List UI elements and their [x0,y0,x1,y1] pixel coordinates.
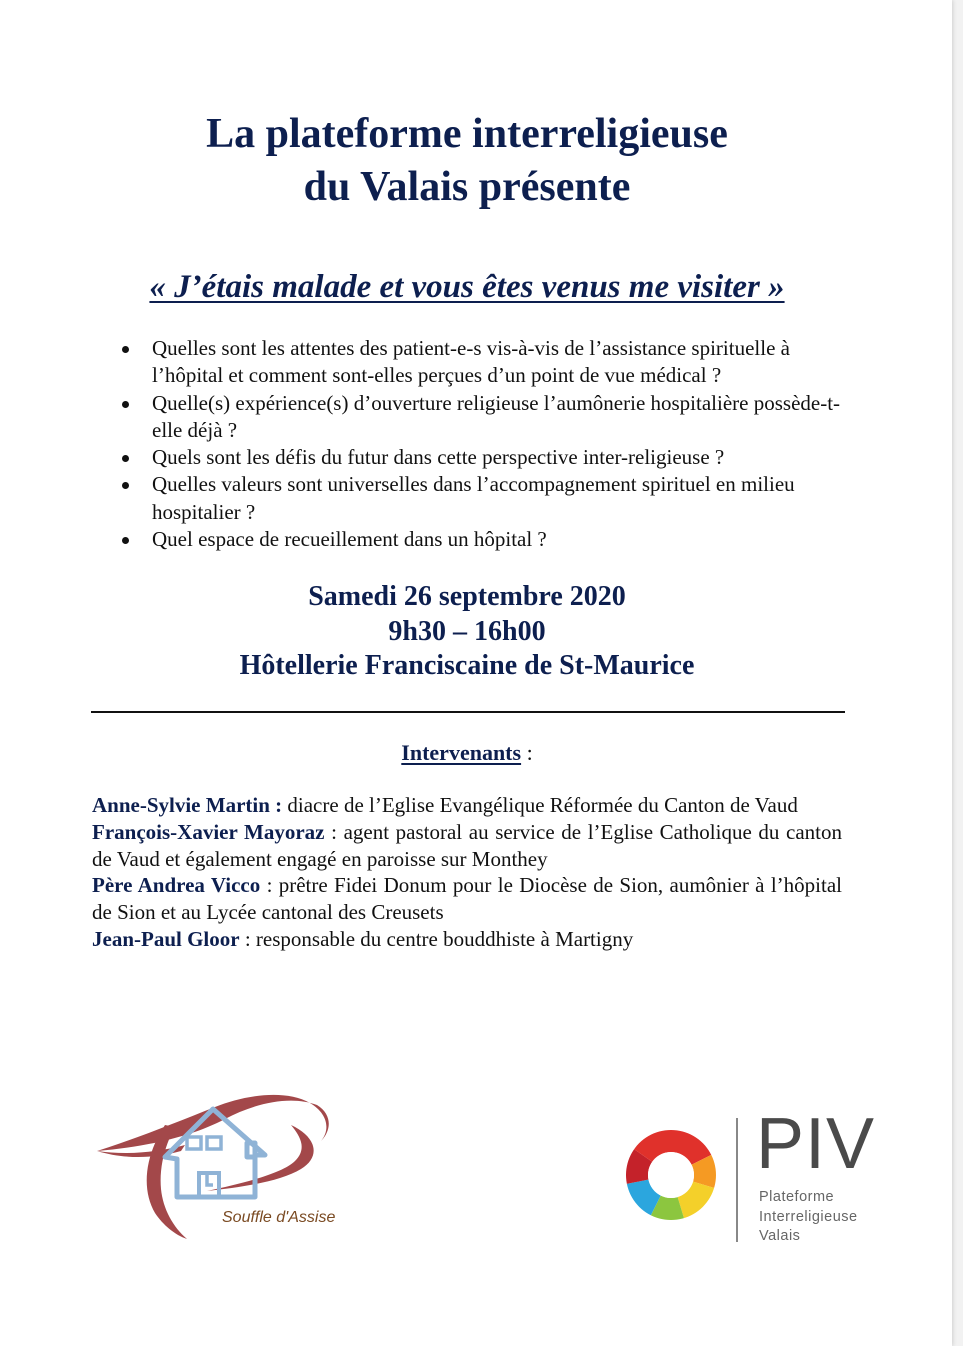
title-line-1: La plateforme interreligieuse [206,111,728,157]
swirl-right [207,1125,314,1191]
window-1 [187,1137,201,1149]
piv-subtitle [759,1188,858,1247]
speaker-name: Jean-Paul Gloor [92,926,240,951]
event-venue: Hôtellerie Franciscaine de St-Maurice [239,650,695,681]
list-item: Quels sont les défis du futur dans cette perspective inter-religieuse ? [118,444,858,471]
speaker-name: François-Xavier Mayoraz [92,819,325,844]
speakers-label: Intervenants [401,740,522,765]
piv-divider [736,1118,738,1242]
list-item: Quel espace de recueillement dans un hôpital ? [118,526,858,553]
speaker-description: : agent pastoral au service de l’Eglise Catholique du canton de Vaud et également engagé en paroisse sur Monthey [92,819,843,871]
page-title [0,108,934,214]
event-time: 9h30 – 16h00 [388,615,546,647]
speaker-entry [92,872,842,926]
list-item: Quelle(s) expérience(s) d’ouverture religieuse l’aumônerie hospitalière possède-t-elle déjà ? [118,390,858,445]
section-divider [91,711,845,713]
speaker-description: : responsable du centre bouddhiste à Martigny [239,926,634,951]
speaker-name: Père Andrea Vicco [92,873,261,898]
piv-acronym: PIV [756,1104,876,1184]
event-info [0,580,934,684]
speaker-description: diacre de l’Eglise Evangélique Réformée du Canton de Vaud [282,793,798,817]
speaker-description: : prêtre Fidei Donum pour le Diocèse de Sion, aumônier à l’hôpital de Sion et au Lycée cantonal des Creusets [92,873,842,925]
speaker-entry [92,819,842,873]
theme-quote: « J’étais malade et vous êtes venus me visiter » [149,269,785,305]
speaker-entry [92,792,842,819]
assise-logo-label: Souffle d'Assise [222,1209,336,1226]
speakers-heading [0,739,934,767]
piv-subtitle-line-1: Plateforme [759,1189,835,1205]
swirl-top [97,1095,329,1151]
speakers-label-suffix: : [521,740,533,765]
title-line-2: du Valais présente [303,164,631,210]
piv-subtitle-line-3: Valais [759,1228,801,1244]
list-item: Quelles sont les attentes des patient-e-s vis-à-vis de l’assistance spirituelle à l’hôpital et comment sont-elles perçues d’un point de vue médical ? [118,335,858,390]
piv-ring-logo-icon [626,1130,716,1220]
speakers-list [92,792,842,953]
event-date: Samedi 26 septembre 2020 [308,581,626,612]
list-item: Quelles valeurs sont universelles dans l’accompagnement spirituel en milieu hospitalier ? [118,471,858,526]
piv-subtitle-line-2: Interreligieuse [759,1208,858,1225]
speaker-entry [92,926,842,953]
speaker-name: Anne-Sylvie Martin : [92,793,283,817]
questions-list [118,335,858,553]
window-2 [207,1137,221,1149]
